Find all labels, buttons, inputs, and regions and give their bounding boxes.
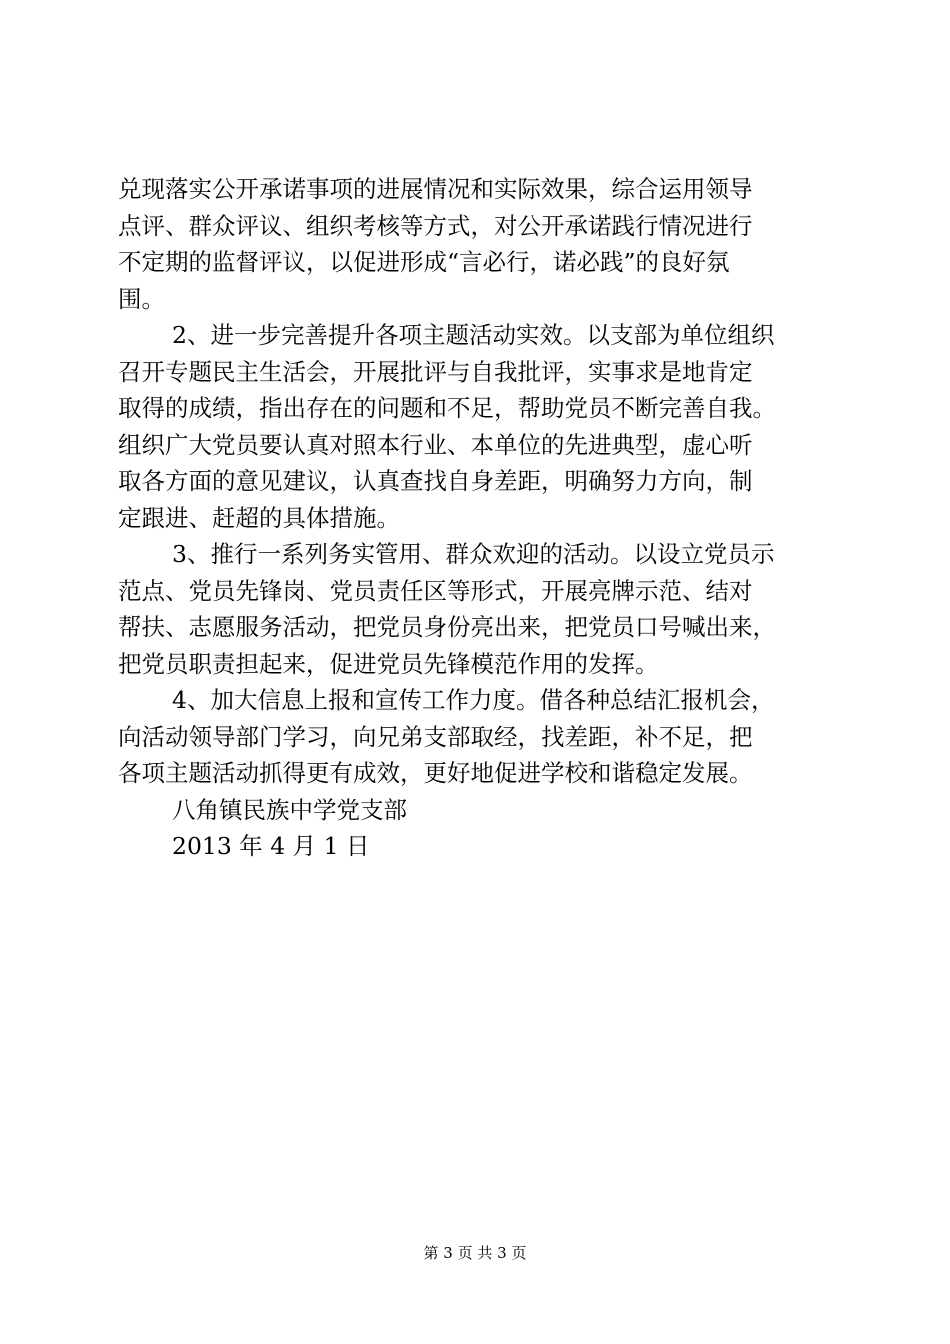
text-line: 取各方面的意见建议，认真查找自身差距，明确努力方向，制 xyxy=(118,467,753,495)
text-line: 点评、群众评议、组织考核等方式，对公开承诺践行情况进行 xyxy=(118,211,753,240)
page-number-footer: 第 3 页 共 3 页 xyxy=(423,1244,527,1262)
text-line: 定跟进、赶超的具体措施。 xyxy=(118,503,400,532)
text-line: 组织广大党员要认真对照本行业、本单位的先进典型，虚心听 xyxy=(118,430,753,459)
signature-organization: 八角镇民族中学党支部 xyxy=(172,795,407,824)
document-body xyxy=(118,171,838,865)
paragraph-2-first-line: 2、进一步完善提升各项主题活动实效。以支部为单位组织 xyxy=(172,321,775,349)
text-line: 取得的成绩，指出存在的问题和不足，帮助党员不断完善自我。 xyxy=(118,394,776,422)
text-line: 不定期的监督评议，以促进形成“言必行，诺必践”的良好氛 xyxy=(118,248,730,276)
text-line: 向活动领导部门学习，向兄弟支部取经，找差距，补不足，把 xyxy=(118,722,753,751)
text-line: 把党员职责担起来，促进党员先锋模范作用的发挥。 xyxy=(118,649,659,678)
text-line: 兑现落实公开承诺事项的进展情况和实际效果，综合运用领导 xyxy=(118,175,753,203)
text-line: 范点、党员先锋岗、党员责任区等形式，开展亮牌示范、结对 xyxy=(118,576,753,605)
text-line: 帮扶、志愿服务活动，把党员身份亮出来，把党员口号喊出来， xyxy=(118,613,776,641)
text-line: 围。 xyxy=(118,284,165,313)
paragraph-4-first-line: 4、加大信息上报和宣传工作力度。借各种总结汇报机会， xyxy=(172,686,775,714)
paragraph-3-first-line: 3、推行一系列务实管用、群众欢迎的活动。以设立党员示 xyxy=(172,540,775,568)
text-line: 召开专题民主生活会，开展批评与自我批评，实事求是地肯定 xyxy=(118,357,753,386)
signature-date: 2013 年 4 月 1 日 xyxy=(172,832,370,860)
text-line: 各项主题活动抓得更有成效，更好地促进学校和谐稳定发展。 xyxy=(118,759,753,787)
